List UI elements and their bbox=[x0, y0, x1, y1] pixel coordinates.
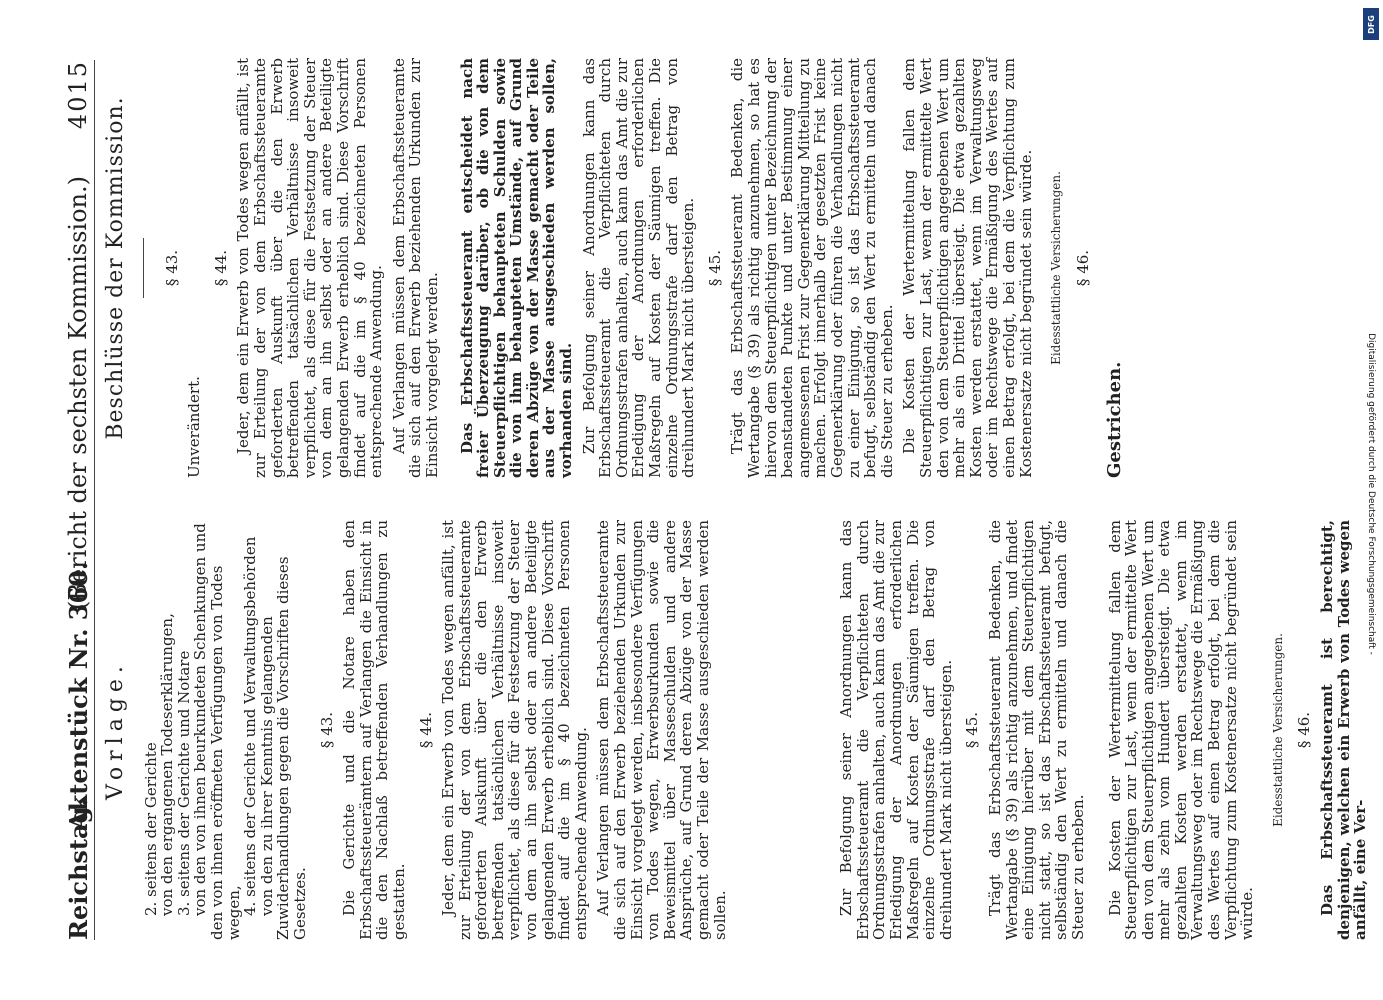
paragraph: Zur Befolgung seiner Anordnungen kann das Erbschaftssteueramt die Verpflichteten durch Ordnungsstrafen anhalten, auch kann das Amt die zur Erledigung der Anordnungen erforderlichen Maßregeln auf Kosten der Säumigen treffen. Die einzelne Ordnungsstrafe darf den Betrag von dreihundert Mark nicht übersteigen. bbox=[579, 58, 698, 478]
list-item: 4. seitens der Gerichte und Verwaltungsbehörden bbox=[241, 536, 260, 916]
section-heading: § 43. bbox=[162, 249, 181, 287]
digitization-credit bbox=[1359, 44, 1383, 944]
subheading: Eidesstattliche Versicherungen. bbox=[1270, 633, 1285, 827]
list-item: von den zu ihrer Kenntnis gelangenden Zuwiderhandlungen gegen die Vorschriften dieses Gesetzes. bbox=[257, 556, 309, 940]
paragraph: Die Gerichte und die Notare haben den Erbschaftssteuerämtern auf Verlangen die Einsicht in die den Nachlaß betreffenden Verhandlungen zu gestatten. bbox=[340, 520, 408, 940]
paragraph: Auf Verlangen müssen dem Erbschaftssteueramte die sich auf den Erwerb beziehenden Urkunden zur Einsicht vorgelegt werden, insbesondere Verfügungen von Todes wegen, Erwerbsurkunden sowie die Beweismittel über Masseschulden und andere Ansprüche, auf Grund deren Abzüge von der Masse gemacht oder Teile der Masse ausgeschieden werden sollen. bbox=[594, 520, 729, 940]
section-heading: § 46. bbox=[1073, 249, 1092, 287]
paragraph: Unverändert. bbox=[185, 376, 204, 478]
section-heading: § 45. bbox=[705, 249, 724, 287]
paragraph: Trägt das Erbschaftssteueramt Bedenken, die Wertangabe (§ 39) als richtig anzunehmen, und findet eine Einigung hierüber mit dem Steuerpflichtigen nicht statt, so ist das Erbschaftssteueramt befugt, selbständig den Wert zu ermitteln und danach die Steuer zu erheben. bbox=[985, 520, 1087, 940]
logo-text: DFG bbox=[1366, 14, 1376, 34]
credit-text: Digitalisierung gefördert durch die Deutsche Forschungsgemeinschaft - bbox=[1366, 333, 1376, 655]
paragraph: Jeder, dem ein Erwerb von Todes wegen anfällt, ist zur Erteilung der von dem Erbschaftssteueramte geforderten Auskunft über die den Erwerb betreffenden tatsächlichen Verhältnisse insoweit verpflichtet, als diese für die Festsetzung der Steuer von dem an ihn selbst oder an andere Beteiligte gelangenden Erwerb erheblich sind. Diese Vorschrift findet auf die im § 40 bezeichneten Personen entsprechende Anwendung. bbox=[439, 520, 590, 940]
header-center: (Bericht der sechsten Kommission.) bbox=[64, 176, 92, 610]
paragraph: Das Erbschaftssteueramt entscheidet nach freier Überzeugung darüber, ob die von dem Steuerpflichtigen behaupteten Schulden sowie die von ihm behaupteten Umstände, auf Grund deren Abzüge von der Masse gemacht oder Teile aus der Masse ausgeschieden werden sollen, vorhanden sind. bbox=[457, 58, 576, 478]
paragraph: Gestrichen. bbox=[1104, 361, 1126, 478]
column-vorlage bbox=[103, 520, 1375, 940]
paragraph: Die Kosten der Wertermittelung fallen dem Steuerpflichtigen zur Last, wenn der ermittelte Wert den von dem Steuerpflichtigen angegebenen Wert um mehr als ein Drittel übersteigt. Die etwa gezahlten Kosten werden erstattet, wenn im Verwaltungsweg oder im Rechtswege die Ermäßigung des Wertes auf einen Betrag erfolgt, bei dem die Verpflichtung zum Kostenersatze nicht begründet sein würde. bbox=[900, 58, 1035, 478]
paragraph: Die Kosten der Wertermittelung fallen dem Steuerpflichtigen zur Last, wenn der ermittelte Wert den von dem Steuerpflichtigen angegebenen Wert um mehr als zehn vom Hundert übersteigt. Die etwa gezahlten Kosten werden erstattet, wenn im Verwaltungsweg oder im Rechtswege die Ermäßigung des Wertes auf einen Betrag erfolgt, bei dem die Verpflichtung zum Kostenersatze nicht begründet sein würde. bbox=[1105, 520, 1257, 940]
divider bbox=[143, 238, 144, 298]
paragraph: Auf Verlangen müssen dem Erbschaftssteueramte die sich auf den Erwerb beziehenden Urkunden zur Einsicht vorgelegt werden. bbox=[389, 58, 441, 478]
page-number: 4015 bbox=[64, 60, 92, 130]
section-heading: § 44. bbox=[211, 249, 230, 287]
section-heading: § 44. bbox=[416, 711, 435, 749]
header-left: Reichstag. bbox=[64, 798, 93, 940]
section-heading: § 45. bbox=[963, 711, 982, 749]
subheading: Eidesstattliche Versicherungen. bbox=[1049, 171, 1064, 365]
list-item: von den von ihnen beurkundeten Schenkungen und den von ihnen eröffneten Verfügungen von Todes wegen, bbox=[191, 523, 243, 940]
header-act-number: Aktenstück Nr. 360. bbox=[64, 561, 93, 830]
column-beschluesse bbox=[103, 58, 1126, 478]
list-item: 3. seitens der Gerichte und Notare bbox=[174, 650, 193, 916]
list-item: 2. seitens der Gerichte bbox=[141, 742, 160, 916]
dfg-logo bbox=[1363, 8, 1379, 40]
running-header bbox=[64, 60, 95, 940]
column-title-beschluesse: Beschlüsse der Kommission. bbox=[103, 96, 128, 440]
paragraph: Das Erbschaftssteueramt ist berechtigt, denjenigen, welchen ein Erwerb von Todes wegen anfällt, eine Ver- bbox=[1318, 520, 1370, 940]
paragraph: Jeder, dem ein Erwerb von Todes wegen anfällt, ist zur Erteilung der von dem Erbschaftssteueramte geforderten Auskunft über die den Erwerb betreffenden tatsächlichen Verhältnisse insoweit verpflichtet, als diese für die Festsetzung der Steuer von dem an ihn selbst oder an andere Beteiligte gelangenden Erwerb erheblich sind. Diese Vorschrift findet auf die im § 40 bezeichneten Personen entsprechende Anwendung. bbox=[234, 58, 386, 478]
list-item: von den ergangenen Todeserklärungen, bbox=[158, 613, 177, 916]
section-heading: § 46. bbox=[1295, 711, 1314, 749]
section-heading: § 43. bbox=[317, 711, 336, 749]
paragraph: Zur Befolgung seiner Anordnungen kann das Erbschaftssteueramt die Verpflichteten durch Ordnungsstrafen anhalten, auch kann das Amt die zur Erledigung der Anordnungen erforderlichen Maßregeln auf Kosten der Säumigen treffen. Die einzelne Ordnungsstrafe darf den Betrag von dreihundert Mark nicht übersteigen. bbox=[837, 520, 955, 940]
paragraph: Trägt das Erbschaftssteueramt Bedenken, die Wertangabe (§ 39) als richtig anzunehmen, so hat es hiervon dem Steuerpflichtigen unter Bezeichnung der beanstandeten Punkte und unter Bestimmung einer angemessenen Frist zur Gegenerklärung Mitteilung zu machen. Erfolgt innerhalb der gesetzten Frist keine Gegenerklärung oder führen die Verhandlungen nicht zu einer Einigung, so ist das Erbschaftssteueramt befugt, selbständig den Wert zu ermitteln und danach die Steuer zu erheben. bbox=[728, 58, 896, 478]
column-title-vorlage: Vorlage. bbox=[103, 660, 128, 800]
